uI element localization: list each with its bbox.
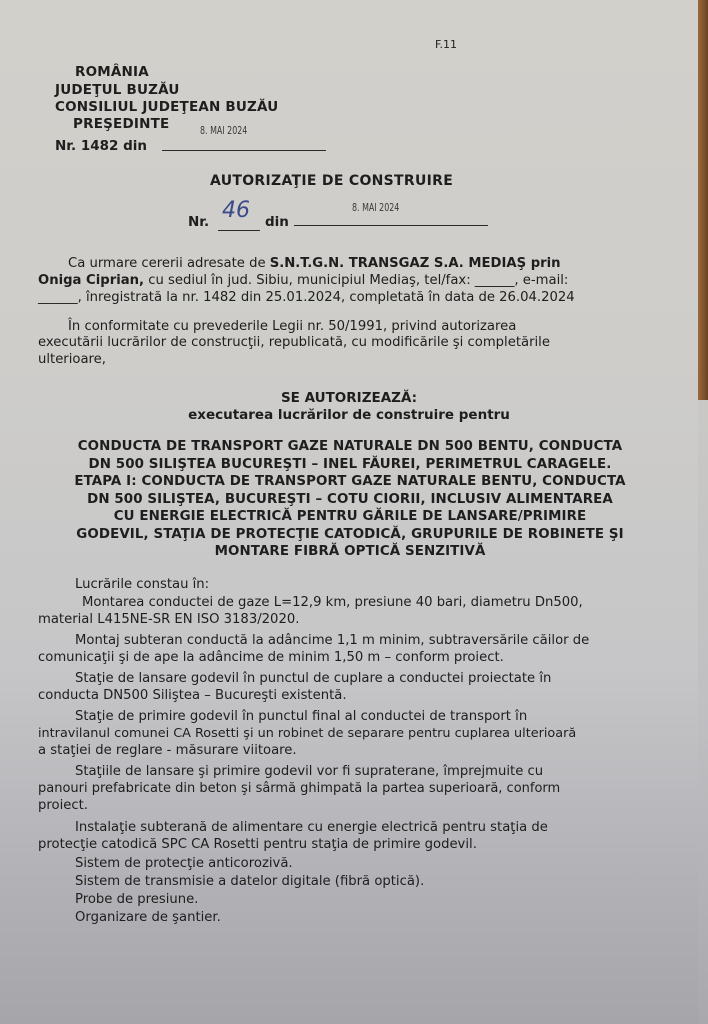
project-title-line: MONTARE FIBRĂ OPTICĂ SENZITIVĂ <box>214 544 486 559</box>
works-line: protecţie catodică SPC CA Rosetti pentru staţia de primire godevil. <box>38 837 477 852</box>
works-line: Sistem de transmisie a datelor digitale (fibră optică). <box>75 874 425 889</box>
legal-line-1: În conformitate cu prevederile Legii nr. 50/1991, privind autorizarea <box>68 319 517 334</box>
works-line: Montarea conductei de gaze L=12,9 km, presiune 40 bari, diametru Dn500, <box>82 595 583 610</box>
intro-text: Ca urmare cererii adresate de <box>68 256 270 271</box>
form-code: F.11 <box>435 38 458 51</box>
works-line: conducta DN500 Siliştea – Bucureşti existentă. <box>38 688 347 703</box>
works-line: Instalaţie subterană de alimentare cu energie electrică pentru staţia de <box>75 820 548 835</box>
works-line: Organizare de şantier. <box>75 910 221 925</box>
authorizes-subheading: executarea lucrărilor de construire pentru <box>188 407 510 423</box>
works-line: intravilanul comunei CA Rosetti şi un robinet de separare pentru cuplarea ulterioară <box>38 726 577 741</box>
works-intro: Lucrările constau în: <box>75 577 210 592</box>
date-stamp: 8. MAI 2024 <box>200 124 248 137</box>
intro-line-1 <box>68 256 561 273</box>
applicant-name: S.N.T.G.N. TRANSGAZ S.A. MEDIAŞ prin <box>269 256 561 271</box>
works-line: Staţie de lansare godevil în punctul de cuplare a conductei proiectate în <box>75 671 552 686</box>
works-line: material L415NE-SR EN ISO 3183/2020. <box>38 612 300 627</box>
project-title-line: CONDUCTA DE TRANSPORT GAZE NATURALE DN 500 BENTU, CONDUCTA <box>77 439 623 454</box>
registration-number: Nr. 1482 din <box>55 138 148 154</box>
intro-line-3: ______, înregistrată la nr. 1482 din 25.01.2024, completată în data de 26.04.2024 <box>38 290 575 305</box>
project-title-line: ETAPA I: CONDUCTA DE TRANSPORT GAZE NATURALE BENTU, CONDUCTA <box>74 474 626 489</box>
authorization-nr-label: Nr. <box>188 214 210 230</box>
works-line: comunicaţii şi de ape la adâncime de minim 1,50 m – conform proiect. <box>38 650 504 665</box>
header-role: PREŞEDINTE <box>73 116 170 132</box>
authorization-date-underline <box>294 225 488 226</box>
legal-line-3: ulterioare, <box>38 352 106 367</box>
intro-line-2 <box>38 273 568 290</box>
project-title-line: DN 500 SILIŞTEA, BUCUREŞTI – COTU CIORII, INCLUSIV ALIMENTAREA <box>87 491 613 507</box>
works-line: proiect. <box>38 798 88 813</box>
representative-name: Oniga Ciprian, <box>38 273 145 288</box>
authorization-din-label: din <box>265 214 289 230</box>
works-line: Staţie de primire godevil în punctul final al conductei de transport în <box>75 709 528 724</box>
date-underline <box>162 150 326 151</box>
authorization-date-stamp: 8. MAI 2024 <box>352 201 400 214</box>
header-county: JUDEŢUL BUZĂU <box>55 82 180 98</box>
works-line: Sistem de protecţie anticorozivă. <box>75 856 293 871</box>
header-country: ROMÂNIA <box>75 64 149 80</box>
project-title-line: DN 500 SILIŞTEA BUCUREŞTI – INEL FĂUREI, PERIMETRUL CARAGELE. <box>88 456 612 472</box>
intro-text: cu sediul în jud. Sibiu, municipiul Mediaş, tel/fax: ______, e-mail: <box>144 273 569 288</box>
header-council: CONSILIUL JUDEŢEAN BUZĂU <box>55 99 279 115</box>
authorizes-heading: SE AUTORIZEAZĂ: <box>280 390 418 406</box>
works-line: Probe de presiune. <box>75 892 199 907</box>
legal-line-2: executării lucrărilor de construcţii, republicată, cu modificările şi completările <box>38 335 550 350</box>
project-title-line: CU ENERGIE ELECTRICĂ PENTRU GĂRILE DE LANSARE/PRIMIRE <box>113 509 587 524</box>
works-line: a staţiei de reglare - măsurare viitoare. <box>38 743 297 758</box>
project-title-line: GODEVIL, STAŢIA DE PROTECŢIE CATODICĂ, GRUPURILE DE ROBINETE ŞI <box>76 526 624 542</box>
works-line: panouri prefabricate din beton şi sârmă ghimpată la partea superioară, conform <box>38 781 561 796</box>
works-line: Montaj subteran conductă la adâncime 1,1 m minim, subtraversările căilor de <box>75 633 590 648</box>
project-title <box>20 438 680 561</box>
authorization-number: 46 <box>222 198 250 223</box>
works-line: Staţiile de lansare şi primire godevil vor fi supraterane, împrejmuite cu <box>75 764 544 779</box>
document-title: AUTORIZAŢIE DE CONSTRUIRE <box>210 173 454 189</box>
table-edge <box>698 0 708 400</box>
nr-underline <box>218 230 260 231</box>
